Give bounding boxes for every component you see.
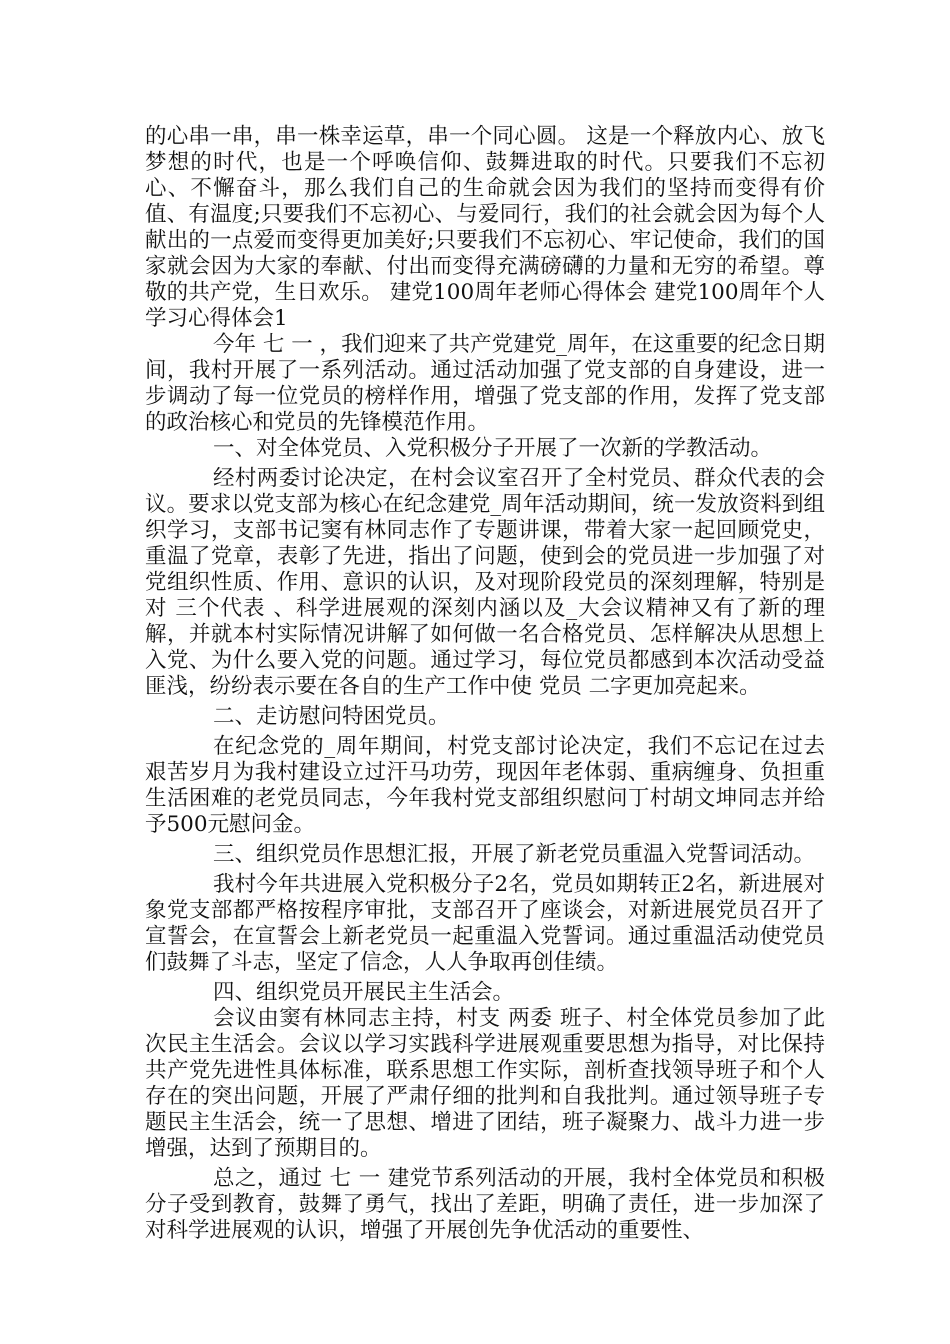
paragraph-visit: 在纪念党的_周年期间，村党支部讨论决定，我们不忘记在过去艰苦岁月为我村建设立过汗马功劳，现因年老体弱、重病缠身、负担重生活困难的老党员同志，今年我村党支部组织慰问丁村胡文坤同志并给予500元慰问金。: [145, 734, 825, 837]
section-heading-1: 一、对全体党员、入党积极分子开展了一次新的学教活动。: [213, 436, 773, 461]
section-heading-4: 四、组织党员开展民主生活会。: [213, 980, 515, 1005]
paragraph-democratic-life: 会议由窦有林同志主持，村支 两委 班子、村全体党员参加了此次民主生活会。会议以学习实践科学进展观重要思想为指导，对比保持共产党先进性具体标准，联系思想工作实际，剖析查找领导班子和个人存在的突出问题，开展了严肃仔细的批判和自我批判。通过领导班子专题民主生活会，统一了思想、增进了团结，班子凝聚力、战斗力进一步增强，达到了预期目的。: [145, 1006, 825, 1161]
paragraph-conclusion: 总之，通过 七 一 建党节系列活动的开展，我村全体党员和积极分子受到教育，鼓舞了勇气，找出了差距，明确了责任，进一步加深了对科学进展观的认识，增强了开展创先争优活动的重要性、: [145, 1166, 825, 1243]
document-body: [145, 124, 825, 1244]
paragraph-intro: 的心串一串，串一株幸运草，串一个同心圆。 这是一个释放内心、放飞梦想的时代，也是一个呼唤信仰、鼓舞进取的时代。只要我们不忘初心、不懈奋斗，那么我们自己的生命就会因为我们的坚持而变得有价值、有温度;只要我们不忘初心、与爱同行，我们的社会就会因为每个人献出的一点爱而变得更加美好;只要我们不忘初心、牢记使命，我们的国家就会因为大家的奉献、付出而变得充满磅礴的力量和无穷的希望。尊敬的共产党，生日欢乐。 建党100周年老师心得体会 建党100周年个人学习心得体会1: [145, 124, 825, 331]
section-heading-3: 三、组织党员作思想汇报，开展了新老党员重温入党誓词活动。: [213, 842, 816, 867]
paragraph-meeting: 经村两委讨论决定，在村会议室召开了全村党员、群众代表的会议。要求以党支部为核心在纪念建党_周年活动期间，统一发放资料到组织学习，支部书记窦有林同志作了专题讲课，带着大家一起回顾党史，重温了党章，表彰了先进，指出了问题，使到会的党员进一步加强了对党组织性质、作用、意识的认识，及对现阶段党员的深刻理解，特别是对 三个代表 、科学进展观的深刻内涵以及_大会议精神又有了新的理解，并就本村实际情况讲解了如何做一名合格党员、怎样解决从思想上入党、为什么要入党的问题。通过学习，每位党员都感到本次活动受益匪浅，纷纷表示要在各自的生产工作中使 党员 二字更加亮起来。: [145, 466, 825, 699]
paragraph-july-first: 今年 七 一 ，我们迎来了共产党建党_周年，在这重要的纪念日期间，我村开展了一系列活动。通过活动加强了党支部的自身建设，进一步调动了每一位党员的榜样作用，增强了党支部的作用，发挥了党支部的政治核心和党员的先锋模范作用。: [145, 332, 825, 435]
section-heading-2: 二、走访慰问特困党员。: [213, 704, 450, 729]
paragraph-oath: 我村今年共进展入党积极分子2名，党员如期转正2名，新进展对象党支部都严格按程序审批，支部召开了座谈会，对新进展党员召开了宣誓会，在宣誓会上新老党员一起重温入党誓词。通过重温活动使党员们鼓舞了斗志，坚定了信念，人人争取再创佳绩。: [145, 872, 825, 975]
